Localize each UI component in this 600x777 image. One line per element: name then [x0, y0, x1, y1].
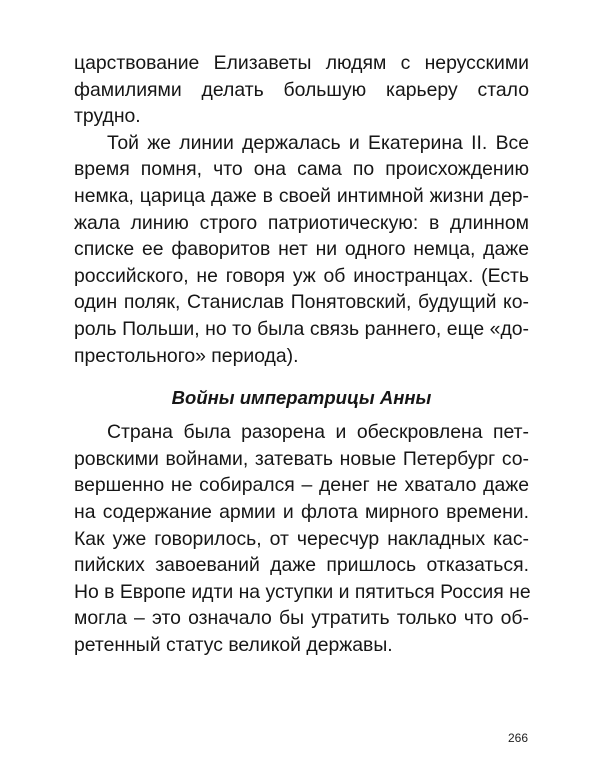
paragraph-2	[74, 130, 529, 369]
text-line: Той же линии держалась и Екатерина II. Все	[107, 131, 529, 154]
text-line: вершенно не собирался – денег не хватало даже	[74, 474, 529, 497]
text-line: могла – это означало бы утратить только что об-	[74, 607, 529, 630]
text-line: Страна была разорена и обескровлена пет-	[107, 421, 529, 444]
text-line: ретенный статус великой державы.	[74, 633, 393, 656]
text-line: трудно.	[74, 105, 141, 128]
text-line: Но в Европе идти на уступки и пятиться Россия не	[74, 580, 531, 603]
text-line: фамилиями делать большую карьеру стало	[74, 78, 529, 101]
text-line: жала линию строго патриотическую: в длинном	[74, 211, 529, 234]
text-line: царствование Елизаветы людям с нерусскими	[74, 52, 529, 74]
text-line: Как уже говорилось, от чересчур накладных кас-	[74, 527, 529, 550]
text-line: российского, не говоря уж об иностранцах. (Есть	[74, 264, 529, 287]
text-line: роль Польши, но то была связь раннего, еще «до-	[74, 317, 529, 340]
paragraph-1	[74, 50, 529, 130]
paragraph-3	[74, 419, 529, 658]
text-line: ровскими войнами, затевать новые Петербург со-	[74, 447, 529, 470]
page-number: 266	[507, 731, 528, 745]
page-body	[74, 50, 529, 658]
text-line: один поляк, Станислав Понятовский, будущий ко-	[74, 291, 529, 314]
text-line: время помня, что она сама по происхождению	[74, 158, 529, 181]
text-line: на содержание армии и флота мирного времени.	[74, 500, 529, 523]
text-line: престольного» периода).	[74, 344, 299, 367]
text-line: пийских завоеваний даже пришлось отказаться.	[74, 554, 529, 577]
text-line: списке ее фаворитов нет ни одного немца, даже	[74, 238, 529, 261]
section-heading: Войны императрицы Анны	[171, 387, 432, 409]
text-line: немка, царица даже в своей интимной жизни дер-	[74, 184, 529, 207]
